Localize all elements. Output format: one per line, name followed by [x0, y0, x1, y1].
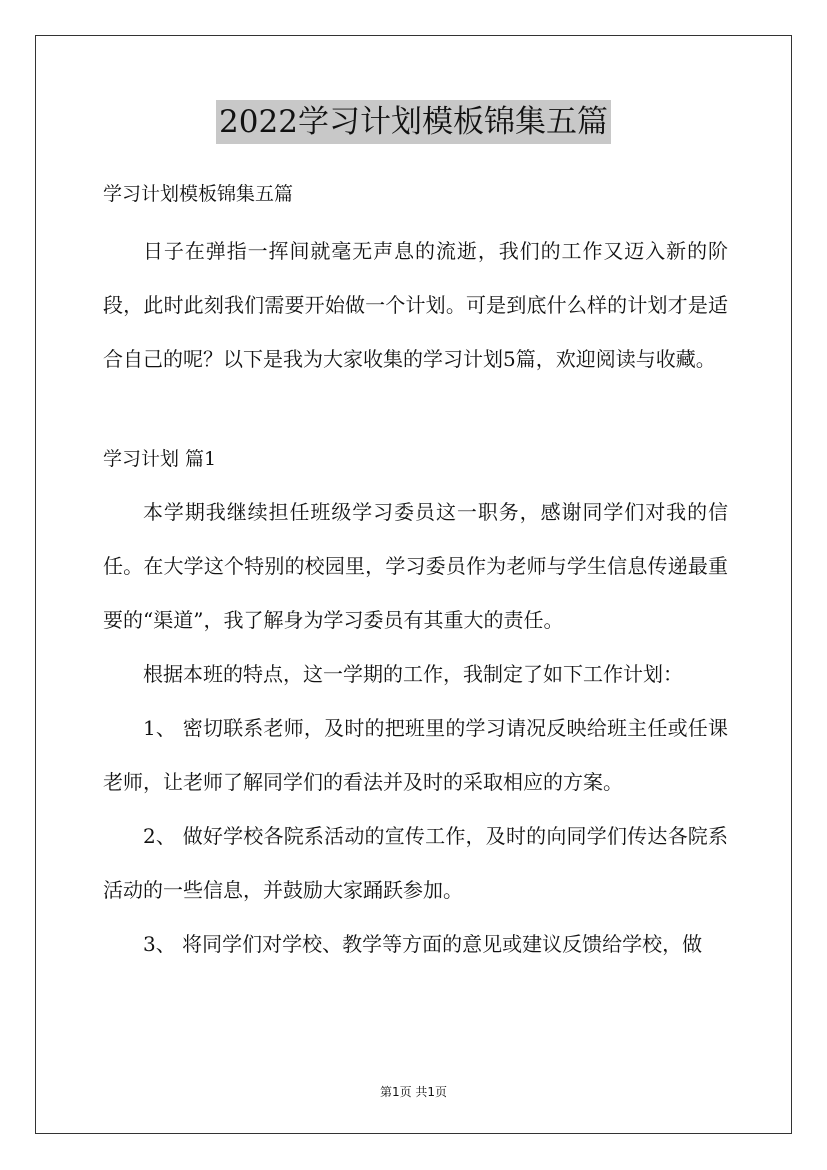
paragraph-2: 根据本班的特点，这一学期的工作，我制定了如下工作计划：: [143, 662, 683, 686]
spacer: [103, 386, 728, 437]
section-heading: 学习计划 篇1: [103, 448, 217, 470]
document-subtitle: 学习计划模板锦集五篇: [103, 183, 294, 205]
page-footer: 第1页 共1页: [379, 1085, 448, 1099]
intro-paragraph: 日子在弹指一挥间就毫无声息的流逝，我们的工作又迈入新的阶段，此时此刻我们需要开始做一个计划。可是到底什么样的计划才是适合自己的呢？以下是我为大家收集的学习计划5篇，欢迎阅读与收藏。: [103, 239, 728, 371]
list-item-3: 3、 将同学们对学校、教学等方面的意见或建议反馈给学校，做: [143, 932, 703, 956]
document-title: 2022学习计划模板锦集五篇: [216, 100, 611, 144]
paragraph-1: 本学期我继续担任班级学习委员这一职务，感谢同学们对我的信任。在大学这个特别的校园里，学习委员作为老师与学生信息传递最重要的“渠道”，我了解身为学习委员有其重大的责任。: [103, 500, 728, 632]
list-item-1: 1、 密切联系老师，及时的把班里的学习请况反映给班主任或任课老师，让老师了解同学们的看法并及时的采取相应的方案。: [103, 716, 728, 794]
list-item-2: 2、 做好学校各院系活动的宣传工作，及时的向同学们传达各院系活动的一些信息，并鼓励大家踊跃参加。: [103, 824, 728, 902]
title-container: [0, 100, 827, 144]
document-body: [103, 172, 728, 971]
